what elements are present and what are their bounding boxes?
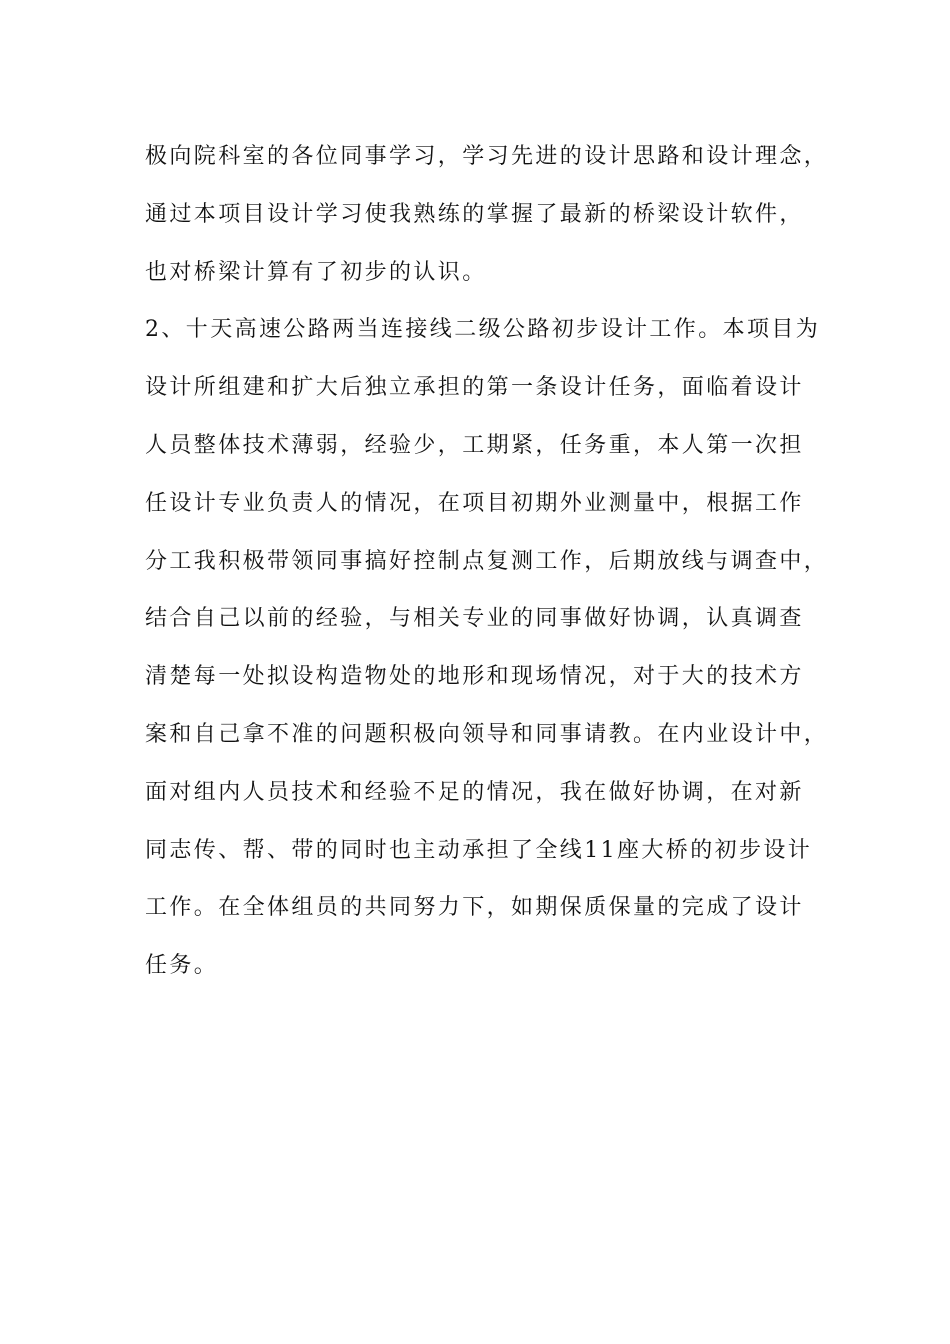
- text-line-7: 任设计专业负责人的情况，在项目初期外业测量中，根据工作: [145, 490, 804, 516]
- text-line-3: 也对桥梁计算有了初步的认识。: [145, 259, 487, 285]
- text-line-2: 通过本项目设计学习使我熟练的掌握了最新的桥梁设计软件，: [145, 201, 804, 227]
- text-line-8: 分工我积极带领同事搞好控制点复测工作，后期放线与调查中，: [145, 548, 829, 574]
- text-line-13: 同志传、帮、带的同时也主动承担了全线11座大桥的初步设计: [145, 837, 813, 863]
- body-text: [145, 128, 829, 995]
- text-line-11: 案和自己拿不准的问题积极向领导和同事请教。在内业设计中，: [145, 721, 829, 747]
- text-line-5: 设计所组建和扩大后独立承担的第一条设计任务，面临着设计: [145, 375, 804, 401]
- text-line-14: 工作。在全体组员的共同努力下，如期保质保量的完成了设计: [145, 895, 804, 921]
- text-line-4: 2、十天高速公路两当连接线二级公路初步设计工作。本项目为: [145, 317, 821, 343]
- text-line-1: 极向院科室的各位同事学习，学习先进的设计思路和设计理念，: [145, 144, 829, 169]
- text-line-6: 人员整体技术薄弱，经验少，工期紧，任务重，本人第一次担: [145, 432, 804, 458]
- text-line-9: 结合自己以前的经验，与相关专业的同事做好协调，认真调查: [145, 606, 804, 632]
- text-line-15: 任务。: [145, 953, 219, 979]
- text-line-12: 面对组内人员技术和经验不足的情况，我在做好协调，在对新: [145, 779, 804, 805]
- text-line-10: 清楚每一处拟设构造物处的地形和现场情况，对于大的技术方: [145, 664, 804, 690]
